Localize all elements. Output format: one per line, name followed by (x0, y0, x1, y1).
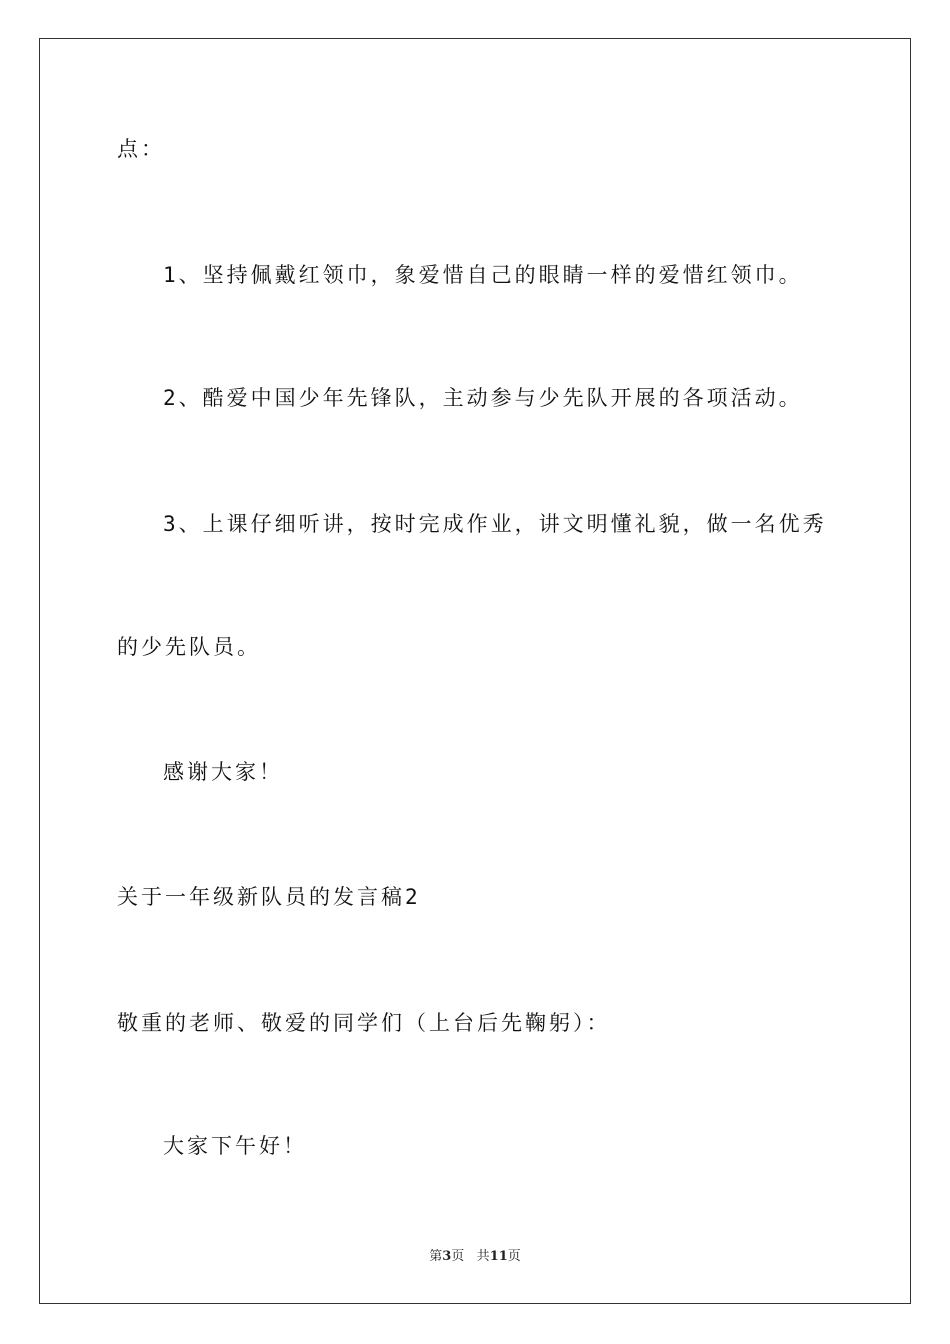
total-prefix: 共 (476, 1249, 490, 1264)
total-pages: 11 (489, 1249, 508, 1264)
text-line-greeting: 大家下午好！ (163, 1134, 307, 1158)
section-heading: 关于一年级新队员的发言稿2 (117, 885, 421, 909)
text-line-salutation: 敬重的老师、敬爱的同学们（上台后先鞠躬）： (117, 1011, 611, 1035)
text-line-continuation: 点： (117, 137, 165, 161)
page-suffix: 页 (451, 1249, 465, 1264)
text-line-item-3: 3、上课仔细听讲，按时完成作业，讲文明懂礼貌，做一名优秀 (163, 512, 827, 536)
text-line-thanks: 感谢大家！ (163, 760, 283, 784)
total-suffix: 页 (507, 1249, 521, 1264)
page-number: 3 (442, 1249, 452, 1264)
page-prefix: 第 (429, 1249, 443, 1264)
page-frame (39, 38, 911, 1304)
text-line-item-2: 2、酷爱中国少年先锋队，主动参与少先队开展的各项活动。 (163, 386, 803, 410)
page-footer (0, 1248, 950, 1266)
text-line-item-1: 1、坚持佩戴红领巾，象爱惜自己的眼睛一样的爱惜红领巾。 (163, 263, 803, 287)
text-line-item-3-continued: 的少先队员。 (117, 635, 261, 659)
